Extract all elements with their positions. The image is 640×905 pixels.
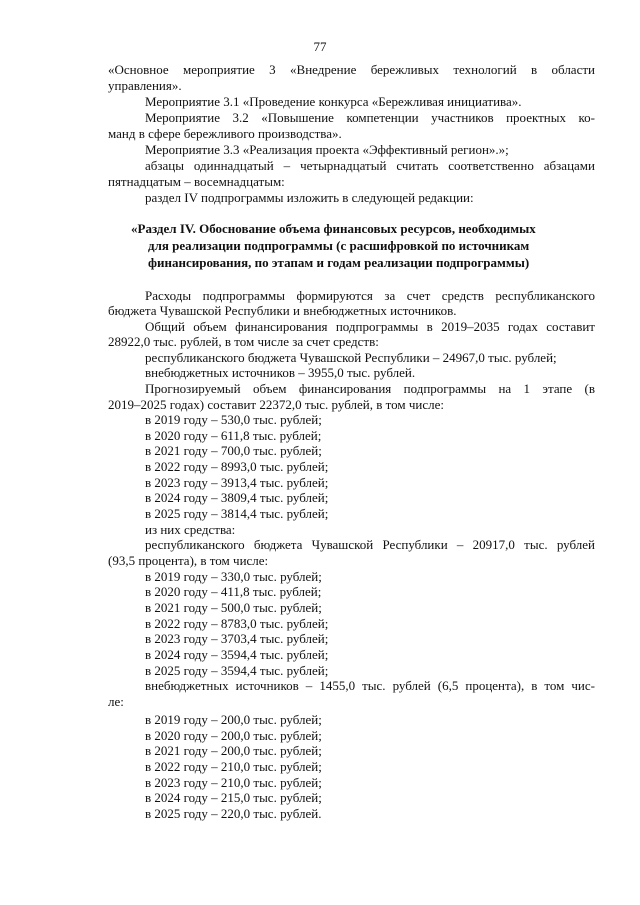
year-line: в 2019 году – 330,0 тыс. рублей;	[145, 569, 322, 584]
body-line: бюджета Чувашской Республики и внебюджетных источников.	[108, 303, 457, 318]
year-line: в 2021 году – 700,0 тыс. рублей;	[145, 443, 322, 458]
body-line: 2019–2025 годах) составит 22372,0 тыс. рублей, в том числе:	[108, 397, 444, 412]
intro-line: Мероприятие 3.1 «Проведение конкурса «Бережливая инициатива».	[145, 94, 522, 109]
body-line: Расходы подпрограммы формируются за счет средств республиканского	[145, 288, 595, 303]
intro-line: раздел IV подпрограммы изложить в следующей редакции:	[145, 190, 474, 205]
intro-line: пятнадцатым – восемнадцатым:	[108, 174, 285, 189]
year-line: в 2023 году – 210,0 тыс. рублей;	[145, 775, 322, 790]
section-heading-line: «Раздел IV. Обоснование объема финансовых ресурсов, необходимых	[131, 221, 536, 236]
year-line: в 2024 году – 3594,4 тыс. рублей;	[145, 647, 329, 662]
year-line: в 2021 году – 200,0 тыс. рублей;	[145, 743, 322, 758]
year-line: в 2022 году – 210,0 тыс. рублей;	[145, 759, 322, 774]
year-line: в 2023 году – 3913,4 тыс. рублей;	[145, 475, 329, 490]
body-line: республиканского бюджета Чувашской Республики – 24967,0 тыс. рублей;	[145, 350, 557, 365]
intro-line: Мероприятие 3.2 «Повышение компетенции участников проектных ко-	[145, 110, 595, 125]
year-line: в 2022 году – 8993,0 тыс. рублей;	[145, 459, 329, 474]
body-line: Общий объем финансирования подпрограммы в 2019–2035 годах составит	[145, 319, 595, 334]
body-line: Прогнозируемый объем финансирования подпрограммы на 1 этапе (в	[145, 381, 595, 396]
intro-line: Мероприятие 3.3 «Реализация проекта «Эффективный регион».»;	[145, 142, 509, 157]
extra-intro-line: ле:	[108, 694, 124, 709]
year-line: в 2025 году – 220,0 тыс. рублей.	[145, 806, 322, 821]
intro-line: управления».	[108, 78, 182, 93]
section-heading-line: для реализации подпрограммы (с расшифровкой по источникам	[148, 238, 530, 253]
year-line: в 2019 году – 530,0 тыс. рублей;	[145, 412, 322, 427]
section-heading-line: финансирования, по этапам и годам реализации подпрограммы)	[148, 255, 530, 270]
intro-line: манд в сфере бережливого производства».	[108, 126, 342, 141]
intro-line: абзацы одиннадцатый – четырнадцатый считать соответственно абзацами	[145, 158, 595, 173]
of-them-line: из них средства:	[145, 522, 236, 537]
republic-intro-line: (93,5 процента), в том числе:	[108, 553, 269, 568]
year-line: в 2025 году – 3594,4 тыс. рублей;	[145, 663, 329, 678]
year-line: в 2020 году – 411,8 тыс. рублей;	[145, 584, 322, 599]
year-line: в 2025 году – 3814,4 тыс. рублей;	[145, 506, 329, 521]
body-line: 28922,0 тыс. рублей, в том числе за счет средств:	[108, 334, 379, 349]
page-number: 77	[313, 39, 327, 54]
intro-line: «Основное мероприятие 3 «Внедрение бережливых технологий в области	[108, 62, 595, 77]
year-line: в 2021 году – 500,0 тыс. рублей;	[145, 600, 322, 615]
extra-intro-line: внебюджетных источников – 1455,0 тыс. рублей (6,5 процента), в том чис-	[145, 678, 595, 693]
year-line: в 2020 году – 611,8 тыс. рублей;	[145, 428, 322, 443]
year-line: в 2024 году – 3809,4 тыс. рублей;	[145, 490, 329, 505]
republic-intro-line: республиканского бюджета Чувашской Республики – 20917,0 тыс. рублей	[145, 537, 595, 552]
year-line: в 2019 году – 200,0 тыс. рублей;	[145, 712, 322, 727]
year-line: в 2024 году – 215,0 тыс. рублей;	[145, 790, 322, 805]
year-line: в 2023 году – 3703,4 тыс. рублей;	[145, 631, 329, 646]
year-line: в 2022 году – 8783,0 тыс. рублей;	[145, 616, 329, 631]
body-line: внебюджетных источников – 3955,0 тыс. рублей.	[145, 365, 416, 380]
year-line: в 2020 году – 200,0 тыс. рублей;	[145, 728, 322, 743]
